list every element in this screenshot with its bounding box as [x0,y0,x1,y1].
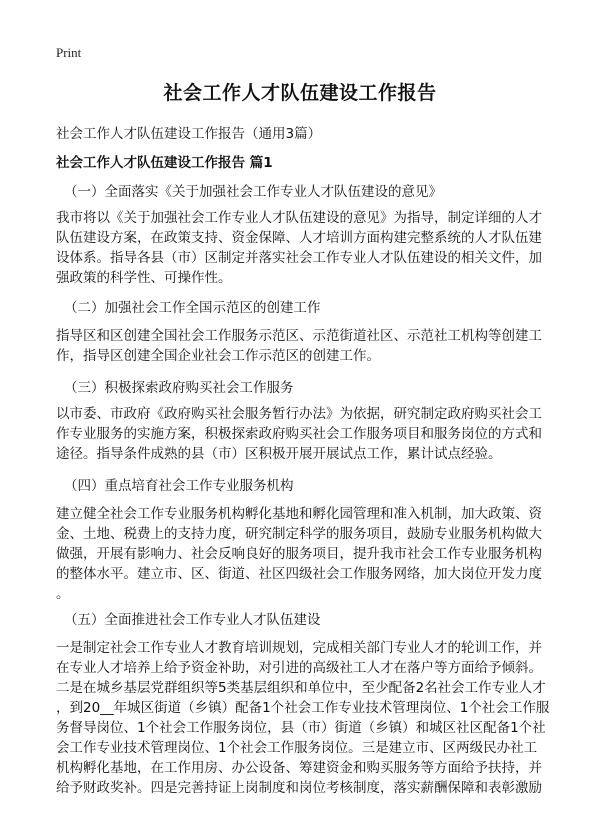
heading-3: （三）积极探索政府购买社会工作服务 [64,380,294,396]
paragraph-line: 设体系。指导各县（市）区制定并落实社会工作专业人才队伍建设的相关文件，加 [56,250,542,266]
document-subtitle: 社会工作人才队伍建设工作报告（通用3篇） [56,126,322,142]
paragraph-1 [56,208,556,288]
paragraph-line: 作专业服务的实施方案，积极探索政府购买社会工作服务项目和服务岗位的方式和 [56,426,542,442]
paragraph-line: 二是在城乡基层党群组织等5类基层组织和单位中，至少配备2名社会工作专业人才 [56,680,546,696]
heading-5: （五）全面推进社会工作专业人才队伍建设 [64,612,321,628]
paragraph-line: 金、土地、税费上的支持力度，研究制定科学的服务项目，鼓励专业服务机构做大 [56,526,542,542]
paragraph-line: 指导区和区创建全国社会工作服务示范区、示范街道社区、示范社工机构等创建工 [56,328,542,344]
paragraph-line: 建立健全社会工作专业服务机构孵化基地和孵化园管理和准入机制，加大政策、资 [56,506,542,522]
paragraph-line: ，到20__年城区街道（乡镇）配备1个社会工作专业技术管理岗位、1个社会工作服 [56,700,550,716]
paragraph-line: 一是制定社会工作专业人才教育培训规划，完成相关部门专业人才的轮训工作，并 [56,640,542,656]
paragraph-line: 途径。指导条件成熟的县（市）区积极开展开展试点工作，累计试点经验。 [56,446,502,462]
section-title: 社会工作人才队伍建设工作报告 篇1 [56,155,273,171]
heading-4: （四）重点培育社会工作专业服务机构 [64,478,294,494]
paragraph-3 [56,404,556,464]
paragraph-line: 以市委、市政府《政府购买社会服务暂行办法》为依据，研究制定政府购买社会工 [56,406,542,422]
paragraph-2 [56,326,556,366]
paragraph-line: 在专业人才培养上给予资金补助，对引进的高级社工人才在落户等方面给予倾斜。 [56,660,542,676]
paragraph-4 [56,504,556,604]
heading-2: （二）加强社会工作全国示范区的创建工作 [64,300,321,316]
paragraph-line: 队伍建设方案，在政策支持、资金保障、人才培训方面构建完整系统的人才队伍建 [56,230,542,246]
paragraph-line: 我市将以《关于加强社会工作专业人才队伍建设的意见》为指导，制定详细的人才 [56,210,542,226]
paragraph-5 [56,638,556,798]
paragraph-line: 机构孵化基地，在工作用房、办公设备、筹建资金和购买服务等方面给予扶持，并 [56,760,542,776]
paragraph-line: 给予财政奖补。四是完善持证上岗制度和岗位考核制度，落实薪酬保障和表彰激励 [56,780,542,796]
page-title: 社会工作人才队伍建设工作报告 [163,82,437,104]
heading-1: （一）全面落实《关于加强社会工作专业人才队伍建设的意见》 [64,184,442,200]
paragraph-line: 会工作专业技术管理岗位、1个社会工作服务岗位。三是建立市、区两级民办社工 [56,740,538,756]
paragraph-line: 强政策的科学性、可操作性。 [56,270,232,286]
paragraph-line: 作，指导区创建全国企业社会工作示范区的创建工作。 [56,348,380,364]
paragraph-line: 做强，开展有影响力、社会反响良好的服务项目，提升我市社会工作专业服务机构 [56,546,542,562]
paragraph-line: 的整体水平。建立市、区、街道、社区四级社会工作服务网络，加大岗位开发力度 [56,566,542,582]
paragraph-line: 。 [56,586,70,602]
print-link[interactable]: Print [56,45,82,60]
paragraph-line: 务督导岗位、1个社会工作服务岗位，县（市）街道（乡镇）和城区社区配备1个社 [56,720,546,736]
